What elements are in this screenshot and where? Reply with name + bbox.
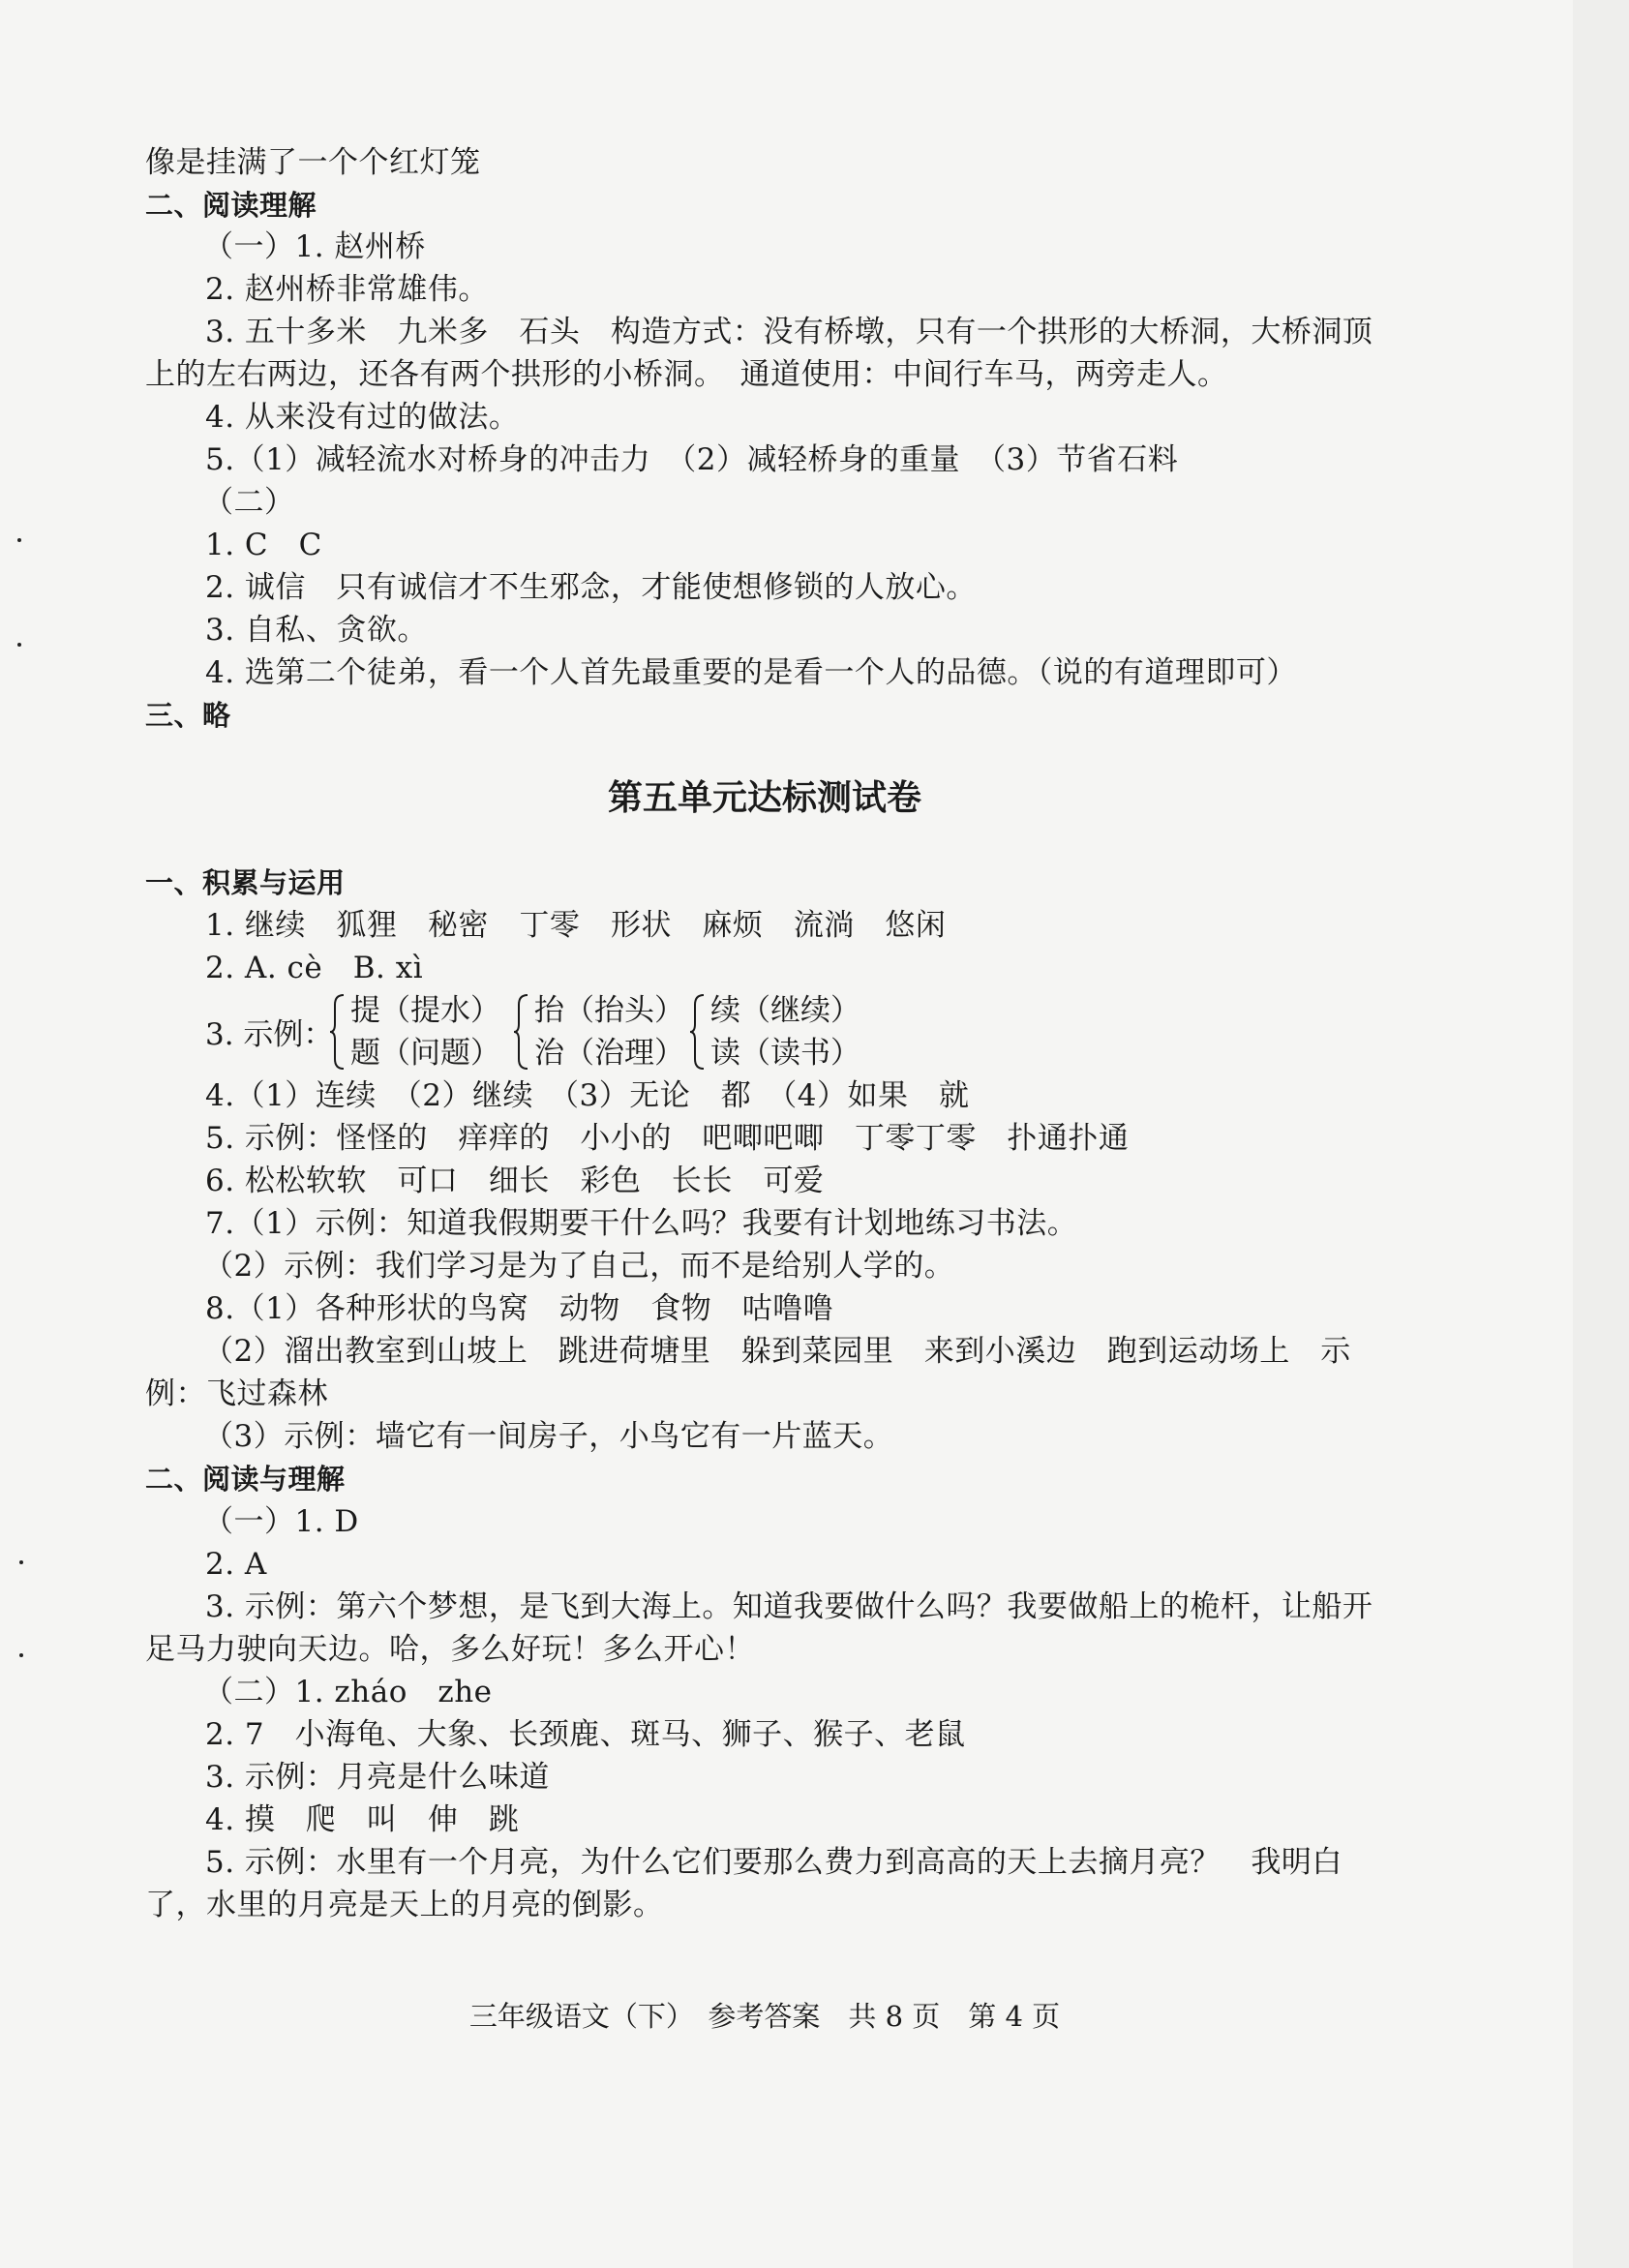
text-line: 足马力驶向天边。哈，多么好玩！多么开心！ [145,1632,755,1667]
word-item: 题（问题） [350,1036,500,1071]
q3-example-block [205,989,980,1074]
word-item: 抬（抬头） [534,993,684,1028]
text-line: 3. 示例：月亮是什么味道 [205,1760,550,1795]
word-item: 提（提水） [350,993,500,1028]
section-heading: 二、阅读理解 [145,189,317,222]
text-line: 2. 赵州桥非常雄伟。 [205,272,489,307]
text-line: 2. A. cè B. xì [205,951,424,985]
left-brace-icon [513,993,530,1071]
text-line: 像是挂满了一个个红灯笼 [145,145,481,180]
text-line: 了，水里的月亮是天上的月亮的倒影。 [145,1888,664,1922]
text-line: （3）示例：墙它有一间房子，小鸟它有一片蓝天。 [203,1419,894,1454]
text-line: 5.（1）减轻流水对桥身的冲击力 （2）减轻桥身的重量 （3）节省石料 [205,442,1179,477]
word-item: 续（继续） [710,993,860,1028]
text-line: （2）示例：我们学习是为了自己，而不是给别人学的。 [203,1249,955,1284]
text-line: 7.（1）示例：知道我假期要干什么吗？我要有计划地练习书法。 [205,1206,1078,1241]
word-item: 读（读书） [710,1036,860,1071]
page-footer: 三年级语文（下） 参考答案 共 8 页 第 4 页 [468,2000,1061,2033]
text-line: 8.（1）各种形状的鸟窝 动物 食物 咕噜噜 [205,1291,834,1326]
text-line: （2）溜出教室到山坡上 跳进荷塘里 躲到菜园里 来到小溪边 跑到运动场上 示 [203,1334,1351,1369]
page-edge [1573,0,1629,2268]
scan-speck [19,1653,23,1657]
scan-speck [19,1560,23,1564]
text-line: 例：飞过森林 [145,1376,328,1411]
text-line: 1. 继续 狐狸 秘密 丁零 形状 麻烦 流淌 悠闲 [205,908,947,943]
text-line: 3. 五十多米 九米多 石头 构造方式：没有桥墩，只有一个拱形的大桥洞，大桥洞顶 [205,315,1373,349]
text-line: （二） [203,485,295,520]
text-line: 上的左右两边，还各有两个拱形的小桥洞。 通道使用：中间行车马，两旁走人。 [145,357,1228,392]
q3-label: 3. 示例： [205,1017,334,1052]
section-heading: 一、积累与运用 [145,866,346,899]
text-line: 4. 从来没有过的做法。 [205,400,520,435]
text-line: 5. 示例：水里有一个月亮，为什么它们要那么费力到高高的天上去摘月亮？ 我明白 [205,1845,1342,1880]
word-item: 治（治理） [534,1036,684,1071]
text-line: 3. 示例：第六个梦想，是飞到大海上。知道我要做什么吗？我要做船上的桅杆，让船开 [205,1589,1373,1624]
text-line: （一）1. D [203,1504,359,1539]
text-line: （一）1. 赵州桥 [203,229,426,264]
left-brace-icon [689,993,707,1071]
text-line: 4.（1）连续 （2）继续 （3）无论 都 （4）如果 就 [205,1078,970,1113]
text-line: 3. 自私、贪欲。 [205,613,428,648]
text-line: 4. 摸 爬 叫 伸 跳 [205,1802,520,1837]
text-line: 4. 选第二个徒弟，看一个人首先最重要的是看一个人的品德。（说的有道理即可） [205,655,1297,690]
text-line: 2. 7 小海龟、大象、长颈鹿、斑马、狮子、猴子、老鼠 [205,1717,966,1752]
section-heading: 二、阅读与理解 [145,1463,346,1496]
section-heading: 三、略 [145,699,231,732]
text-line: 2. A [205,1547,267,1582]
scan-speck [17,643,21,647]
unit-title: 第五单元达标测试卷 [607,778,921,818]
scan-speck [17,538,21,542]
text-line: 1. C C [205,528,322,562]
left-brace-icon [329,993,347,1071]
text-line: 5. 示例：怪怪的 痒痒的 小小的 吧唧吧唧 丁零丁零 扑通扑通 [205,1121,1130,1156]
text-line: （二）1. zháo zhe [203,1675,493,1709]
text-line: 2. 诚信 只有诚信才不生邪念，才能使想修锁的人放心。 [205,570,977,605]
text-line: 6. 松松软软 可口 细长 彩色 长长 可爱 [205,1164,825,1198]
